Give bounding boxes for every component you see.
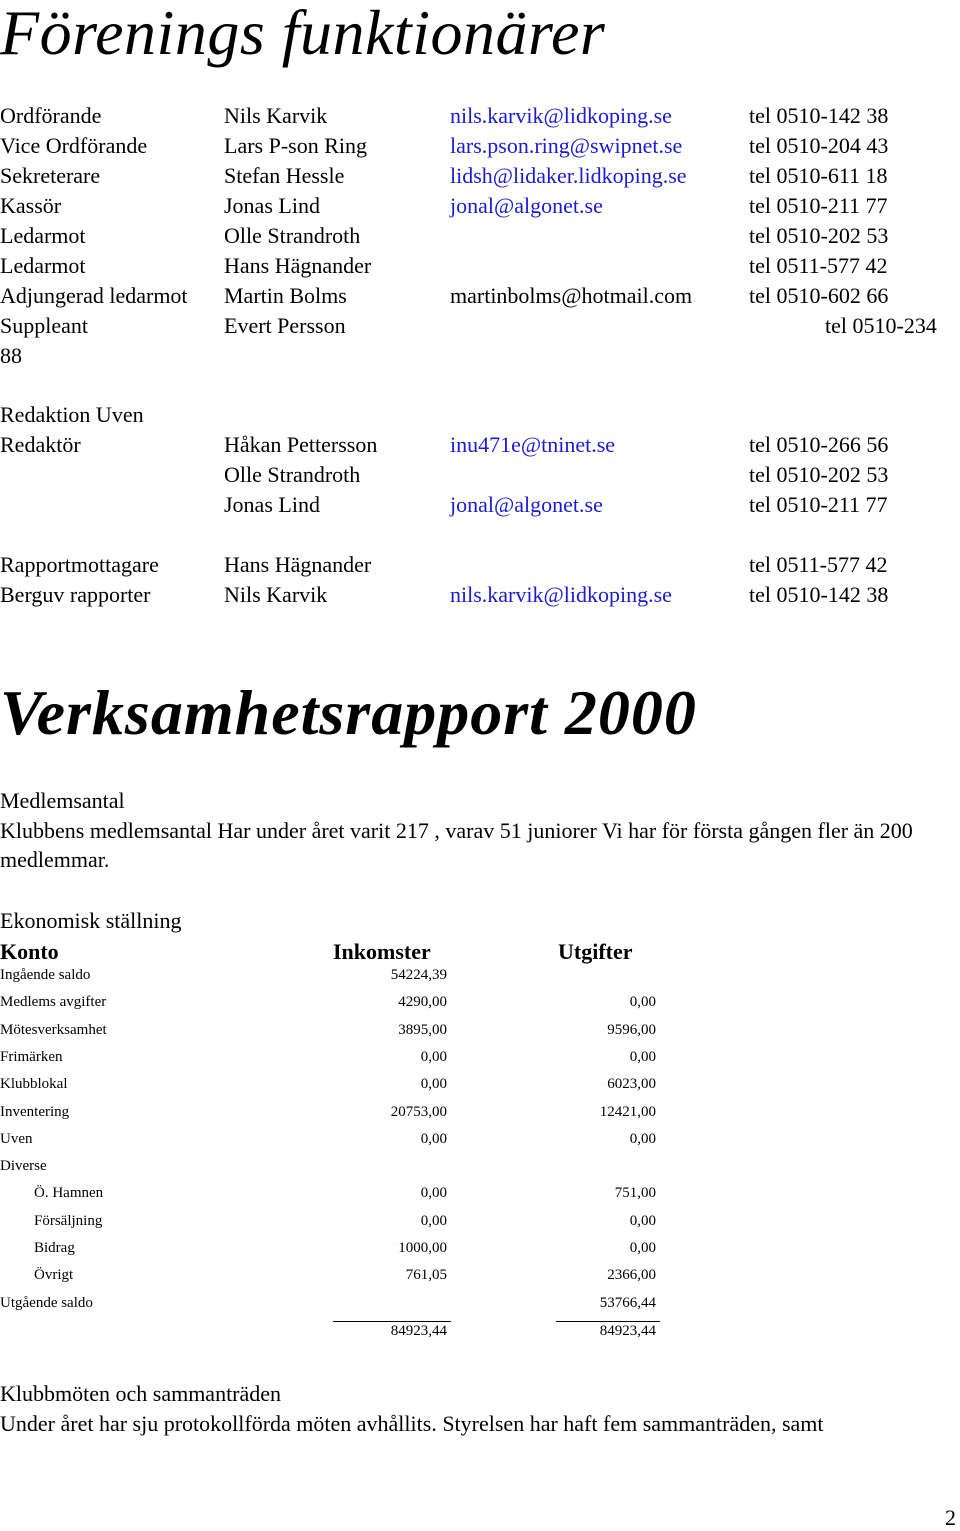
income-value: 0,00 bbox=[420, 1130, 447, 1147]
account-label: Mötesverksamhet bbox=[0, 1021, 107, 1038]
account-label: Bidrag bbox=[34, 1240, 75, 1256]
phone: tel 0510-204 43 bbox=[749, 133, 889, 158]
phone: tel 0510-202 53 bbox=[749, 462, 889, 487]
finance-heading: Ekonomisk ställning bbox=[0, 908, 182, 933]
phone: tel 0510-611 18 bbox=[749, 163, 888, 188]
finance-row bbox=[0, 962, 700, 989]
email-link[interactable]: lars.pson.ring@swipnet.se bbox=[450, 133, 683, 158]
finance-row bbox=[0, 989, 700, 1016]
email-link[interactable]: jonal@algonet.se bbox=[450, 193, 603, 218]
col-income-header: Inkomster bbox=[333, 939, 431, 964]
page-number: 2 bbox=[945, 1505, 956, 1530]
expense-value: 9596,00 bbox=[607, 1021, 656, 1038]
members-heading: Medlemsantal bbox=[0, 788, 125, 813]
income-value: 0,00 bbox=[420, 1185, 447, 1202]
name: Martin Bolms bbox=[224, 283, 347, 308]
phone: tel 0510-211 77 bbox=[749, 193, 888, 218]
total-income: 84923,44 bbox=[390, 1323, 447, 1339]
role: Adjungerad ledarmot bbox=[0, 283, 188, 308]
finance-row bbox=[0, 1153, 700, 1180]
members-text: Klubbens medlemsantal Har under året varit 217 , varav 51 juniorer Vi har för första gången fler än 200 medlemmar. bbox=[0, 818, 913, 872]
role: Ledarmot bbox=[0, 253, 86, 278]
email-link: martinbolms@hotmail.com bbox=[450, 283, 693, 308]
email-link[interactable]: jonal@algonet.se bbox=[450, 492, 603, 517]
name: Jonas Lind bbox=[224, 492, 320, 517]
income-value: 0,00 bbox=[420, 1212, 447, 1229]
phone: tel 0510-211 77 bbox=[749, 492, 888, 517]
role: Ordförande bbox=[0, 103, 102, 128]
name: Hans Hägnander bbox=[224, 552, 372, 577]
income-value: 0,00 bbox=[420, 1048, 447, 1065]
name: Håkan Pettersson bbox=[224, 432, 378, 457]
account-label: Utgående saldo bbox=[0, 1294, 93, 1311]
name: Evert Persson bbox=[224, 313, 346, 338]
role: Berguv rapporter bbox=[0, 582, 151, 607]
email-link[interactable]: lidsh@lidaker.lidkoping.se bbox=[450, 163, 687, 188]
income-value: 4290,00 bbox=[398, 994, 447, 1011]
account-label: Ö. Hamnen bbox=[34, 1185, 104, 1202]
email-link[interactable]: inu471e@tninet.se bbox=[450, 432, 616, 457]
expense-value: 12421,00 bbox=[599, 1103, 656, 1120]
expense-value: 0,00 bbox=[629, 1240, 656, 1256]
col-account-header: Konto bbox=[0, 939, 59, 964]
role: Sekreterare bbox=[0, 163, 101, 188]
suppleant-phone-wrap: 88 bbox=[0, 343, 22, 368]
meetings-text: Under året har sju protokollförda möten avhållits. Styrelsen har haft fem sammanträden, samt bbox=[0, 1411, 824, 1436]
expense-value: 751,00 bbox=[614, 1185, 656, 1202]
name: Nils Karvik bbox=[224, 103, 328, 128]
finance-row bbox=[0, 1126, 700, 1153]
finance-row bbox=[0, 1208, 700, 1235]
name: Olle Strandroth bbox=[224, 223, 361, 248]
finance-row bbox=[0, 1017, 700, 1044]
phone: tel 0510-142 38 bbox=[749, 582, 889, 607]
phone: tel 0511-577 42 bbox=[749, 552, 888, 577]
role: Kassör bbox=[0, 193, 62, 218]
income-value: 20753,00 bbox=[390, 1103, 447, 1120]
income-value: 54224,39 bbox=[390, 967, 447, 983]
account-label: Medlems avgifter bbox=[0, 994, 107, 1011]
phone: tel 0510-602 66 bbox=[749, 283, 889, 308]
account-label: Klubblokal bbox=[0, 1076, 68, 1093]
editorial-heading: Redaktion Uven bbox=[0, 402, 144, 427]
name: Lars P-son Ring bbox=[224, 133, 367, 158]
name: Olle Strandroth bbox=[224, 462, 361, 487]
role: Ledarmot bbox=[0, 223, 86, 248]
phone: tel 0510-234 bbox=[825, 313, 937, 338]
account-label: Inventering bbox=[0, 1103, 70, 1120]
email-link[interactable]: nils.karvik@lidkoping.se bbox=[450, 582, 672, 607]
account-label: Frimärken bbox=[0, 1048, 63, 1065]
expense-value: 2366,00 bbox=[607, 1267, 656, 1284]
account-label: Ingående saldo bbox=[0, 967, 91, 983]
finance-row bbox=[0, 1099, 700, 1126]
account-label: Försäljning bbox=[34, 1212, 103, 1229]
role: Redaktör bbox=[0, 432, 81, 457]
income-value: 1000,00 bbox=[398, 1240, 447, 1256]
finance-row bbox=[0, 1180, 700, 1207]
expense-value: 0,00 bbox=[629, 1048, 656, 1065]
finance-row bbox=[0, 1071, 700, 1098]
total-expense: 84923,44 bbox=[599, 1323, 656, 1339]
name: Nils Karvik bbox=[224, 582, 328, 607]
account-label: Övrigt bbox=[34, 1267, 74, 1284]
phone: tel 0510-202 53 bbox=[749, 223, 889, 248]
expense-value: 0,00 bbox=[629, 1212, 656, 1229]
name: Hans Hägnander bbox=[224, 253, 372, 278]
phone: tel 0511-577 42 bbox=[749, 253, 888, 278]
expense-value: 53766,44 bbox=[599, 1294, 656, 1311]
income-value: 3895,00 bbox=[398, 1021, 447, 1038]
meetings-heading: Klubbmöten och sammanträden bbox=[0, 1381, 282, 1406]
phone: tel 0510-266 56 bbox=[749, 432, 889, 457]
page-title-officers: Förenings funktionärer bbox=[0, 0, 606, 68]
col-expense-header: Utgifter bbox=[558, 939, 633, 964]
name: Stefan Hessle bbox=[224, 163, 345, 188]
page-title-report: Verksamhetsrapport 2000 bbox=[0, 677, 697, 748]
finance-row bbox=[0, 1262, 700, 1289]
name: Jonas Lind bbox=[224, 193, 320, 218]
role: Suppleant bbox=[0, 313, 88, 338]
expense-value: 6023,00 bbox=[607, 1076, 656, 1093]
account-label: Diverse bbox=[0, 1158, 47, 1175]
role: Rapportmottagare bbox=[0, 552, 159, 577]
email-link[interactable]: nils.karvik@lidkoping.se bbox=[450, 103, 672, 128]
finance-row bbox=[0, 1044, 700, 1071]
phone: tel 0510-142 38 bbox=[749, 103, 889, 128]
finance-total-row bbox=[0, 1318, 700, 1345]
finance-row bbox=[0, 1235, 700, 1262]
income-value: 0,00 bbox=[420, 1076, 447, 1093]
account-label: Uven bbox=[0, 1130, 33, 1147]
finance-row bbox=[0, 1290, 700, 1317]
income-value: 761,05 bbox=[405, 1267, 447, 1284]
role: Vice Ordförande bbox=[0, 133, 148, 158]
expense-value: 0,00 bbox=[629, 994, 656, 1011]
expense-value: 0,00 bbox=[629, 1130, 656, 1147]
